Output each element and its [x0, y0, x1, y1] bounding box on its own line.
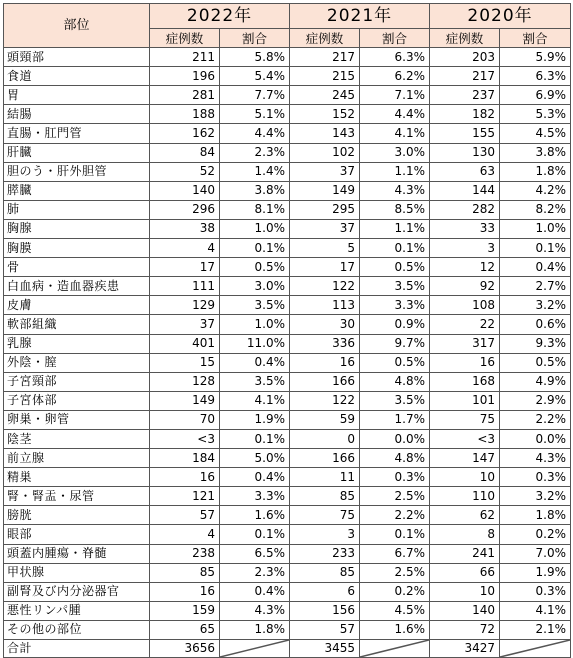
total-cases-2020: 3427 [430, 640, 500, 658]
ratio-2022: 0.4% [220, 582, 290, 601]
ratio-2020: 0.2% [500, 525, 571, 544]
ratio-2021: 3.3% [360, 296, 430, 315]
ratio-2021: 2.5% [360, 487, 430, 506]
cases-2022: 129 [150, 296, 220, 315]
cases-2022: 281 [150, 86, 220, 105]
table-row [4, 334, 571, 353]
cases-2021: 37 [290, 219, 360, 238]
cancer-cases-table [3, 3, 571, 658]
table-row [4, 544, 571, 563]
site-name: 前立腺 [4, 449, 150, 468]
cases-2020: 237 [430, 86, 500, 105]
table-row [4, 239, 571, 258]
cases-2020: 203 [430, 48, 500, 67]
cases-2021: 11 [290, 468, 360, 487]
cases-2022: 140 [150, 181, 220, 200]
cases-2022: 111 [150, 277, 220, 296]
cases-2020: 75 [430, 410, 500, 429]
site-column-header: 部位 [4, 4, 150, 48]
cases-2022: 128 [150, 372, 220, 391]
cases-2022: 211 [150, 48, 220, 67]
ratio-2021: 7.1% [360, 86, 430, 105]
cases-2021: 122 [290, 277, 360, 296]
cases-2020: 92 [430, 277, 500, 296]
cases-2020: 101 [430, 391, 500, 410]
ratio-2021: 2.5% [360, 563, 430, 582]
cases-2020: 8 [430, 525, 500, 544]
site-name: その他の部位 [4, 620, 150, 639]
ratio-header-2020: 割合 [500, 29, 571, 48]
cases-2021: 233 [290, 544, 360, 563]
ratio-2020: 5.3% [500, 105, 571, 124]
cases-2022: 188 [150, 105, 220, 124]
table-row [4, 487, 571, 506]
site-name: 腎・腎盂・尿管 [4, 487, 150, 506]
ratio-2020: 6.9% [500, 86, 571, 105]
total-row [4, 640, 571, 658]
ratio-2021: 6.2% [360, 67, 430, 86]
ratio-2020: 2.7% [500, 277, 571, 296]
ratio-2022: 0.1% [220, 525, 290, 544]
cases-2020: 282 [430, 200, 500, 219]
ratio-2022: 4.3% [220, 601, 290, 620]
ratio-2021: 1.1% [360, 219, 430, 238]
cases-2022: 65 [150, 620, 220, 639]
total-label: 合計 [4, 640, 150, 658]
site-name: 頭蓋内腫瘍・脊髄 [4, 544, 150, 563]
cases-2021: 85 [290, 487, 360, 506]
cases-2021: 3 [290, 525, 360, 544]
cases-2022: <3 [150, 429, 220, 448]
site-name: 胸膜 [4, 239, 150, 258]
table-row [4, 124, 571, 143]
ratio-2022: 2.3% [220, 143, 290, 162]
table-row [4, 143, 571, 162]
ratio-2022: 6.5% [220, 544, 290, 563]
ratio-2021: 4.4% [360, 105, 430, 124]
cases-2020: 147 [430, 449, 500, 468]
ratio-2022: 3.3% [220, 487, 290, 506]
ratio-2020: 0.0% [500, 429, 571, 448]
ratio-2021: 3.5% [360, 391, 430, 410]
site-name: 肺 [4, 200, 150, 219]
cases-2021: 16 [290, 353, 360, 372]
cases-2022: 196 [150, 67, 220, 86]
site-name: 甲状腺 [4, 563, 150, 582]
table-row [4, 506, 571, 525]
ratio-2022: 5.4% [220, 67, 290, 86]
ratio-2020: 4.1% [500, 601, 571, 620]
cases-2021: 17 [290, 258, 360, 277]
cases-2021: 59 [290, 410, 360, 429]
cases-2020: 10 [430, 468, 500, 487]
table-row [4, 105, 571, 124]
table-row [4, 391, 571, 410]
cases-2022: 4 [150, 239, 220, 258]
table-row [4, 620, 571, 639]
ratio-header-2022: 割合 [220, 29, 290, 48]
cases-2020: 130 [430, 143, 500, 162]
ratio-2021: 0.3% [360, 468, 430, 487]
table-row [4, 601, 571, 620]
site-name: 膵臓 [4, 181, 150, 200]
cases-2020: 182 [430, 105, 500, 124]
cases-2020: 317 [430, 334, 500, 353]
table-row [4, 563, 571, 582]
year-header-2021: 2021年 [290, 4, 430, 29]
ratio-2022: 3.8% [220, 181, 290, 200]
site-name: 胃 [4, 86, 150, 105]
ratio-2020: 0.3% [500, 468, 571, 487]
cases-2020: 16 [430, 353, 500, 372]
ratio-2021: 1.1% [360, 162, 430, 181]
cases-2022: 159 [150, 601, 220, 620]
cases-2022: 184 [150, 449, 220, 468]
cases-2022: 162 [150, 124, 220, 143]
site-name: 子宮頸部 [4, 372, 150, 391]
cases-2022: 84 [150, 143, 220, 162]
ratio-2020: 0.1% [500, 239, 571, 258]
ratio-2022: 5.1% [220, 105, 290, 124]
ratio-2020: 4.3% [500, 449, 571, 468]
ratio-2021: 6.3% [360, 48, 430, 67]
cases-2020: 22 [430, 315, 500, 334]
cases-2022: 57 [150, 506, 220, 525]
cases-2020: 66 [430, 563, 500, 582]
cases-2021: 37 [290, 162, 360, 181]
total-ratio-2020-empty [500, 640, 571, 658]
cases-2021: 295 [290, 200, 360, 219]
table-row [4, 86, 571, 105]
ratio-2021: 4.8% [360, 372, 430, 391]
cases-2020: <3 [430, 429, 500, 448]
cases-header-2020: 症例数 [430, 29, 500, 48]
cases-header-2022: 症例数 [150, 29, 220, 48]
cases-2020: 3 [430, 239, 500, 258]
cases-2021: 156 [290, 601, 360, 620]
site-name: 頭頸部 [4, 48, 150, 67]
cases-2020: 108 [430, 296, 500, 315]
ratio-2020: 0.6% [500, 315, 571, 334]
ratio-2020: 9.3% [500, 334, 571, 353]
ratio-2022: 3.5% [220, 372, 290, 391]
table-row [4, 277, 571, 296]
cases-2021: 0 [290, 429, 360, 448]
site-name: 白血病・造血器疾患 [4, 277, 150, 296]
ratio-2021: 0.5% [360, 258, 430, 277]
cases-2020: 33 [430, 219, 500, 238]
site-name: 眼部 [4, 525, 150, 544]
ratio-2022: 1.8% [220, 620, 290, 639]
cases-2022: 70 [150, 410, 220, 429]
site-name: 卵巣・卵管 [4, 410, 150, 429]
site-name: 皮膚 [4, 296, 150, 315]
site-name: 食道 [4, 67, 150, 86]
ratio-2020: 0.3% [500, 582, 571, 601]
ratio-header-2021: 割合 [360, 29, 430, 48]
cases-2021: 30 [290, 315, 360, 334]
ratio-2022: 11.0% [220, 334, 290, 353]
cases-2021: 6 [290, 582, 360, 601]
site-name: 精巣 [4, 468, 150, 487]
cases-2021: 166 [290, 372, 360, 391]
site-name: 乳腺 [4, 334, 150, 353]
site-name: 胸腺 [4, 219, 150, 238]
cases-2022: 17 [150, 258, 220, 277]
ratio-2022: 5.0% [220, 449, 290, 468]
site-name: 外陰・膣 [4, 353, 150, 372]
ratio-2021: 3.5% [360, 277, 430, 296]
ratio-2021: 2.2% [360, 506, 430, 525]
ratio-2021: 6.7% [360, 544, 430, 563]
cases-2021: 149 [290, 181, 360, 200]
cases-2020: 63 [430, 162, 500, 181]
ratio-2020: 3.2% [500, 487, 571, 506]
ratio-2021: 1.6% [360, 620, 430, 639]
table-row [4, 525, 571, 544]
ratio-2020: 6.3% [500, 67, 571, 86]
total-cases-2021: 3455 [290, 640, 360, 658]
ratio-2022: 1.9% [220, 410, 290, 429]
cases-2021: 57 [290, 620, 360, 639]
ratio-2022: 8.1% [220, 200, 290, 219]
ratio-2020: 5.9% [500, 48, 571, 67]
ratio-2022: 4.1% [220, 391, 290, 410]
site-name: 直腸・肛門管 [4, 124, 150, 143]
table-row [4, 200, 571, 219]
ratio-2021: 4.3% [360, 181, 430, 200]
cases-2020: 140 [430, 601, 500, 620]
ratio-2022: 7.7% [220, 86, 290, 105]
ratio-2020: 7.0% [500, 544, 571, 563]
table-row [4, 449, 571, 468]
ratio-2022: 1.0% [220, 315, 290, 334]
cases-2021: 166 [290, 449, 360, 468]
cases-2020: 241 [430, 544, 500, 563]
site-name: 骨 [4, 258, 150, 277]
table-row [4, 410, 571, 429]
site-name: 陰茎 [4, 429, 150, 448]
table-row [4, 353, 571, 372]
total-ratio-2021-empty [360, 640, 430, 658]
ratio-2022: 0.5% [220, 258, 290, 277]
cases-2021: 102 [290, 143, 360, 162]
ratio-2022: 2.3% [220, 563, 290, 582]
ratio-2021: 9.7% [360, 334, 430, 353]
ratio-2021: 4.5% [360, 601, 430, 620]
table-row [4, 429, 571, 448]
ratio-2020: 4.9% [500, 372, 571, 391]
cases-header-2021: 症例数 [290, 29, 360, 48]
cases-2022: 238 [150, 544, 220, 563]
table-row [4, 67, 571, 86]
ratio-2021: 0.9% [360, 315, 430, 334]
ratio-2022: 0.4% [220, 353, 290, 372]
cases-2021: 217 [290, 48, 360, 67]
ratio-2020: 4.5% [500, 124, 571, 143]
site-name: 子宮体部 [4, 391, 150, 410]
ratio-2020: 4.2% [500, 181, 571, 200]
cases-2022: 38 [150, 219, 220, 238]
site-name: 副腎及び内分泌器官 [4, 582, 150, 601]
cases-2022: 296 [150, 200, 220, 219]
ratio-2021: 0.1% [360, 239, 430, 258]
site-name: 結腸 [4, 105, 150, 124]
table-body [4, 48, 571, 640]
cases-2021: 85 [290, 563, 360, 582]
ratio-2020: 1.0% [500, 219, 571, 238]
cases-2022: 121 [150, 487, 220, 506]
cases-2021: 75 [290, 506, 360, 525]
ratio-2021: 0.0% [360, 429, 430, 448]
ratio-2022: 5.8% [220, 48, 290, 67]
ratio-2022: 0.4% [220, 468, 290, 487]
cases-2020: 168 [430, 372, 500, 391]
table-row [4, 181, 571, 200]
cases-2022: 52 [150, 162, 220, 181]
ratio-2021: 1.7% [360, 410, 430, 429]
ratio-2020: 2.2% [500, 410, 571, 429]
total-cases-2022: 3656 [150, 640, 220, 658]
cases-2021: 122 [290, 391, 360, 410]
ratio-2020: 8.2% [500, 200, 571, 219]
cases-2020: 72 [430, 620, 500, 639]
table-row [4, 162, 571, 181]
site-name: 肝臓 [4, 143, 150, 162]
year-header-2020: 2020年 [430, 4, 571, 29]
ratio-2022: 3.5% [220, 296, 290, 315]
cases-2022: 401 [150, 334, 220, 353]
site-name: 悪性リンパ腫 [4, 601, 150, 620]
ratio-2020: 0.4% [500, 258, 571, 277]
ratio-2020: 1.8% [500, 162, 571, 181]
cases-2020: 62 [430, 506, 500, 525]
cases-2021: 113 [290, 296, 360, 315]
table-row [4, 315, 571, 334]
ratio-2020: 3.8% [500, 143, 571, 162]
ratio-2022: 3.0% [220, 277, 290, 296]
total-ratio-2022-empty [220, 640, 290, 658]
ratio-2021: 4.8% [360, 449, 430, 468]
cases-2022: 16 [150, 582, 220, 601]
site-name: 軟部組織 [4, 315, 150, 334]
ratio-2020: 0.5% [500, 353, 571, 372]
cases-2021: 5 [290, 239, 360, 258]
ratio-2021: 0.1% [360, 525, 430, 544]
ratio-2022: 4.4% [220, 124, 290, 143]
ratio-2022: 0.1% [220, 429, 290, 448]
cases-2020: 12 [430, 258, 500, 277]
cases-2020: 217 [430, 67, 500, 86]
table-row [4, 372, 571, 391]
site-name: 胆のう・肝外胆管 [4, 162, 150, 181]
cases-2022: 16 [150, 468, 220, 487]
site-name: 膀胱 [4, 506, 150, 525]
ratio-2022: 1.0% [220, 219, 290, 238]
cases-2021: 143 [290, 124, 360, 143]
cases-2021: 336 [290, 334, 360, 353]
ratio-2020: 2.1% [500, 620, 571, 639]
cases-2022: 85 [150, 563, 220, 582]
cases-2022: 37 [150, 315, 220, 334]
ratio-2020: 2.9% [500, 391, 571, 410]
cases-2022: 4 [150, 525, 220, 544]
ratio-2021: 0.2% [360, 582, 430, 601]
table-row [4, 296, 571, 315]
ratio-2022: 1.4% [220, 162, 290, 181]
ratio-2021: 8.5% [360, 200, 430, 219]
ratio-2021: 4.1% [360, 124, 430, 143]
ratio-2020: 1.9% [500, 563, 571, 582]
table-row [4, 219, 571, 238]
ratio-2022: 0.1% [220, 239, 290, 258]
ratio-2020: 1.8% [500, 506, 571, 525]
cases-2020: 10 [430, 582, 500, 601]
ratio-2021: 3.0% [360, 143, 430, 162]
cases-2021: 245 [290, 86, 360, 105]
ratio-2022: 1.6% [220, 506, 290, 525]
cases-2022: 15 [150, 353, 220, 372]
ratio-2021: 0.5% [360, 353, 430, 372]
year-header-2022: 2022年 [150, 4, 290, 29]
cases-2022: 149 [150, 391, 220, 410]
table-row [4, 48, 571, 67]
ratio-2020: 3.2% [500, 296, 571, 315]
cases-2020: 155 [430, 124, 500, 143]
cases-2020: 110 [430, 487, 500, 506]
table-row [4, 468, 571, 487]
table-row [4, 582, 571, 601]
cases-2021: 152 [290, 105, 360, 124]
cases-2021: 215 [290, 67, 360, 86]
cases-2020: 144 [430, 181, 500, 200]
table-row [4, 258, 571, 277]
